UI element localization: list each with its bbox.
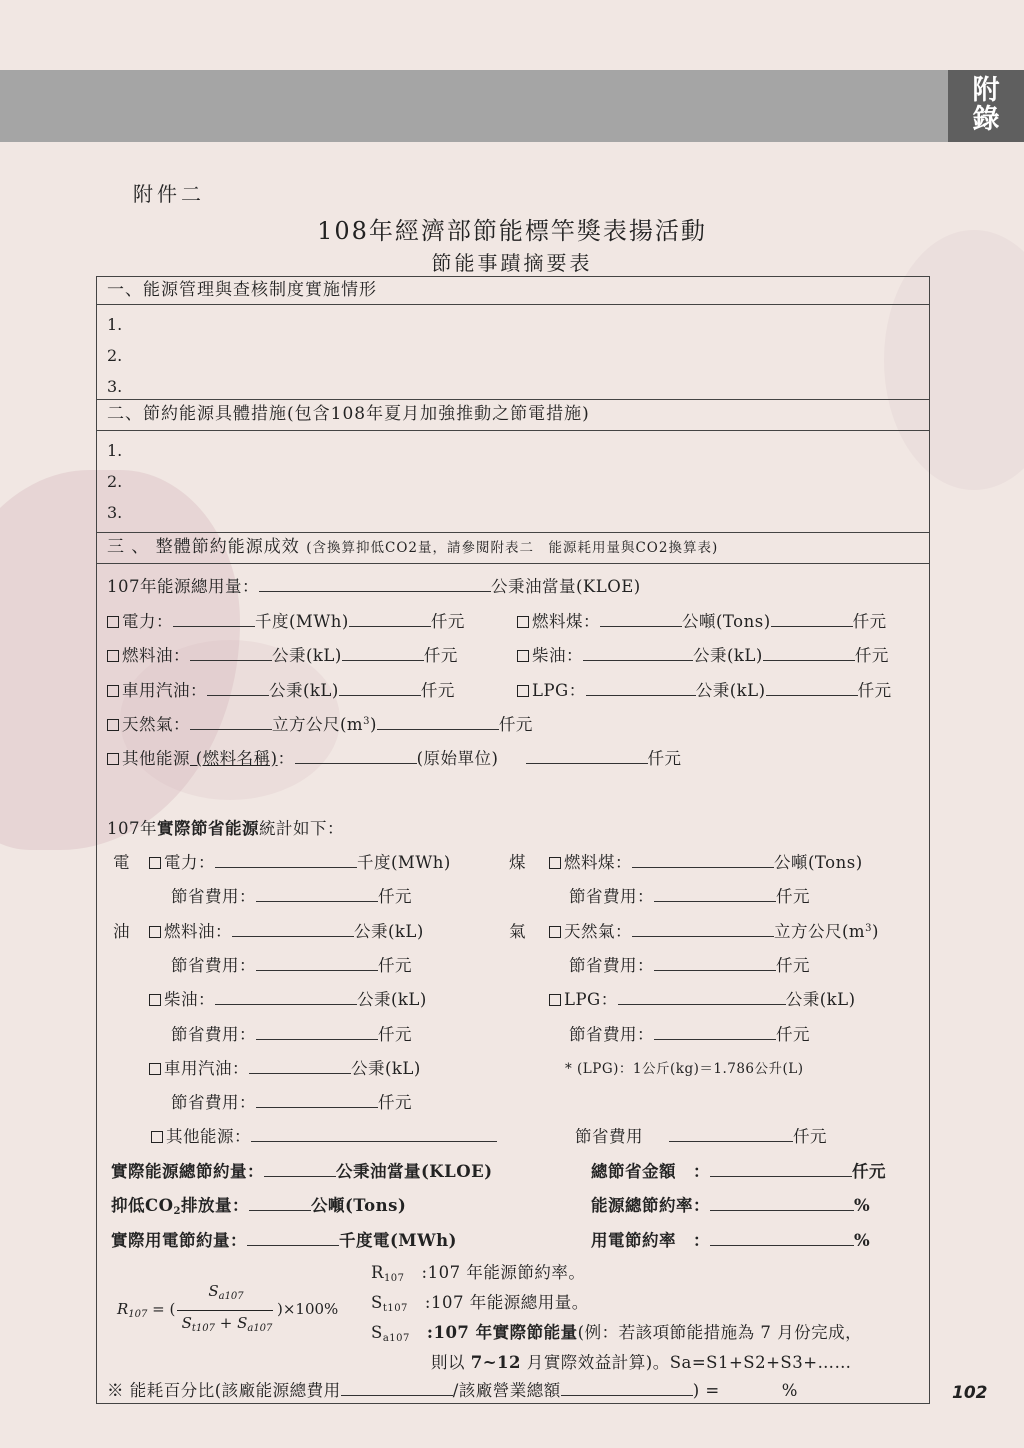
- saving-elec-checkbox[interactable]: [149, 857, 161, 869]
- elec-saving-field[interactable]: [247, 1230, 339, 1246]
- co2-reduction-field[interactable]: [249, 1195, 311, 1211]
- formula-symbol: R: [117, 1300, 129, 1318]
- saving-other-row: [151, 1123, 497, 1147]
- kl-unit: 公秉(kL): [693, 646, 763, 665]
- coal-amount-field[interactable]: [600, 611, 682, 627]
- formula-symbol: S: [181, 1314, 192, 1332]
- diesel-amount-field[interactable]: [583, 645, 693, 661]
- elec-saving-row: [111, 1227, 457, 1251]
- saving-rate-formula: [117, 1282, 347, 1342]
- saving-coal-cost-field[interactable]: [654, 886, 776, 902]
- def-subscript: a107: [382, 1333, 410, 1344]
- kilo-unit: 仟元: [423, 646, 458, 665]
- saving-coal-row: [549, 849, 863, 873]
- elec-amount-field[interactable]: [173, 611, 255, 627]
- saving-lpg-checkbox[interactable]: [549, 994, 561, 1006]
- total-usage-row: [107, 573, 641, 597]
- section2-heading: 二、節約能源具體措施(包含108年夏月加強推動之節電措施): [97, 399, 929, 431]
- def-text: :107 年能源節約率。: [421, 1263, 586, 1282]
- gas-checkbox[interactable]: [107, 719, 119, 731]
- kl-unit: 公秉(kL): [354, 922, 424, 941]
- saving-cost-label: 節省費用：: [171, 887, 256, 906]
- saving-diesel-label: 柴油：: [164, 990, 215, 1009]
- saving-diesel-cost-field[interactable]: [256, 1024, 378, 1040]
- def-text: 則以: [431, 1353, 471, 1372]
- def-symbol: S: [371, 1293, 383, 1312]
- def-symbol: R: [371, 1263, 384, 1282]
- kilo-unit: 仟元: [857, 681, 892, 700]
- formula-equals: = (: [147, 1300, 176, 1318]
- gasoline-amount-field[interactable]: [207, 680, 269, 696]
- appendix-tab-char: 附: [972, 75, 1000, 106]
- kl-unit: 公秉(kL): [785, 990, 856, 1009]
- saving-gasoline-checkbox[interactable]: [149, 1063, 161, 1075]
- kilo-unit: 仟元: [854, 646, 889, 665]
- kilo-unit: 仟元: [378, 956, 412, 975]
- usage-coal-row: [517, 608, 887, 632]
- other-fuel-name: (燃料名稱): [190, 749, 278, 768]
- total-money-field[interactable]: [710, 1161, 852, 1177]
- kl-unit: 公秉(kL): [357, 990, 427, 1009]
- kilo-unit: 仟元: [852, 612, 887, 631]
- saving-cost-label: 節省費用：: [569, 956, 654, 975]
- saving-lpg-row: [549, 986, 856, 1010]
- saving-fueloil-field[interactable]: [232, 921, 354, 937]
- saving-coal-label: 燃料煤：: [564, 853, 632, 872]
- list-item: 1.: [107, 441, 123, 460]
- total-money-row: [591, 1158, 886, 1182]
- gas-unit: 立方公尺(m: [272, 715, 364, 734]
- kl-unit: 公秉(kL): [695, 681, 766, 700]
- saving-gasoline-row: [149, 1055, 421, 1079]
- saving-lpg-field[interactable]: [618, 989, 786, 1005]
- saving-gas-cost-row: [569, 952, 810, 976]
- saving-other-field[interactable]: [251, 1126, 497, 1142]
- page-number: 102: [952, 1383, 988, 1403]
- saving-coal-unit: 公噸(Tons): [774, 853, 863, 872]
- total-rate-field[interactable]: [710, 1195, 854, 1211]
- total-rate-row: [591, 1192, 870, 1216]
- saving-gasoline-cost-field[interactable]: [256, 1092, 378, 1108]
- kilo-unit: 仟元: [776, 887, 810, 906]
- lpg-conversion-note: * (LPG)：1公斤(kg)＝1.786公升(L): [565, 1061, 804, 1077]
- saving-lpg-cost-row: [569, 1021, 810, 1045]
- saving-fueloil-cost-field[interactable]: [256, 955, 378, 971]
- formula-subscript: t107: [191, 1323, 215, 1334]
- total-saving-field[interactable]: [264, 1161, 336, 1177]
- def-sa-row: [371, 1319, 862, 1344]
- kilo-unit: 仟元: [378, 1093, 412, 1112]
- savings-intro-year: 107年: [107, 819, 157, 838]
- saving-gasoline-label: 車用汽油：: [164, 1059, 249, 1078]
- kl-unit: 公秉(kL): [269, 681, 339, 700]
- category-coal: 煤: [509, 853, 526, 872]
- other-amount-field[interactable]: [295, 748, 417, 764]
- co2-reduction-row: 抑低$CO_2$排放量： 公噸(Tons): [111, 1196, 407, 1217]
- lpg-checkbox[interactable]: [517, 685, 529, 697]
- def-text: (例：若該項節能措施為 7 月份完成，: [577, 1323, 863, 1342]
- kilo-unit: 仟元: [420, 681, 455, 700]
- saving-cost-label: 節省費用：: [171, 1025, 256, 1044]
- elec-rate-label: 用電節約率 ：: [591, 1231, 710, 1250]
- saving-elec-field[interactable]: [215, 852, 357, 868]
- saving-diesel-row: [149, 986, 427, 1010]
- saving-fueloil-checkbox[interactable]: [149, 926, 161, 938]
- saving-diesel-cost-row: [171, 1021, 412, 1045]
- kilo-unit: 仟元: [776, 1025, 810, 1044]
- co2-label: 抑低CO: [111, 1196, 174, 1215]
- formula-subscript: a107: [218, 1291, 244, 1302]
- formula-symbol: S: [237, 1314, 248, 1332]
- saving-coal-checkbox[interactable]: [549, 857, 561, 869]
- saving-elec-unit: 千度(MWh): [357, 853, 451, 872]
- note-mark: ※: [107, 1381, 124, 1400]
- total-saving-row: [111, 1158, 493, 1182]
- saving-gasoline-field[interactable]: [249, 1058, 351, 1074]
- kilo-unit: 仟元: [498, 715, 533, 734]
- section1-heading: 一、能源管理與查核制度實施情形: [97, 277, 929, 305]
- co2-label-tail: 排放量：: [180, 1196, 249, 1215]
- savings-intro-bold: 實際節省能源: [157, 819, 259, 838]
- coal-unit: 公噸(Tons): [682, 612, 771, 631]
- note-text: ) =: [692, 1381, 720, 1400]
- saving-diesel-checkbox[interactable]: [149, 994, 161, 1006]
- kilo-unit: 仟元: [378, 887, 412, 906]
- usage-gas-row: 天然氣： 立方公尺$(m^3)$ 仟元: [107, 711, 533, 735]
- diesel-label: 柴油：: [532, 646, 583, 665]
- lpg-cost-field[interactable]: [766, 680, 858, 696]
- total-usage-label: 107年能源總用量：: [107, 577, 259, 596]
- other-original-unit: (原始單位): [416, 749, 499, 768]
- section3-heading-note: (含換算抑低CO2量，請參閱附表二 能源耗用量與CO2換算表): [306, 540, 719, 556]
- def-st-row: [371, 1289, 589, 1314]
- usage-gasoline-row: [107, 677, 455, 701]
- saving-other-cost-row: [575, 1123, 827, 1147]
- total-usage-field[interactable]: [259, 576, 491, 592]
- saving-lpg-label: LPG：: [564, 990, 618, 1009]
- energy-cost-field[interactable]: [341, 1380, 453, 1396]
- kilo-unit: 仟元: [793, 1127, 827, 1146]
- list-item: 2.: [107, 346, 123, 365]
- gasoline-checkbox[interactable]: [107, 685, 119, 697]
- fueloil-amount-field[interactable]: [190, 645, 272, 661]
- other-label: 其他能源: [122, 749, 190, 768]
- coal-cost-field[interactable]: [771, 611, 853, 627]
- attachment-label: 附件二: [133, 182, 205, 206]
- kl-unit: 公秉(kL): [351, 1059, 421, 1078]
- total-money-unit: 仟元: [852, 1162, 886, 1181]
- saving-other-label: 其他能源：: [166, 1127, 251, 1146]
- saving-coal-field[interactable]: [632, 852, 774, 868]
- page-subtitle: 節能事蹟摘要表: [431, 251, 593, 275]
- percent-unit: %: [854, 1196, 871, 1215]
- saving-fueloil-row: [149, 918, 424, 942]
- def-text: 月實際效益計算)。Sa=S1+S2+S3+……: [521, 1353, 852, 1372]
- usage-other-row: 其他能源 (燃料名稱)： (原始單位) 仟元: [107, 745, 682, 769]
- lpg-amount-field[interactable]: [586, 680, 696, 696]
- elec-checkbox[interactable]: [107, 616, 119, 628]
- elec-saving-unit: 千度電(MWh): [339, 1231, 457, 1250]
- list-item: 2.: [107, 472, 123, 491]
- total-money-label: 總節省金額 ：: [591, 1162, 710, 1181]
- gas-label: 天然氣：: [122, 715, 190, 734]
- co2-unit: 公噸(Tons): [310, 1196, 407, 1215]
- category-elec: 電: [113, 853, 130, 872]
- fueloil-checkbox[interactable]: [107, 650, 119, 662]
- saving-fueloil-cost-row: [171, 952, 412, 976]
- saving-gasoline-cost-row: [171, 1089, 412, 1113]
- saving-gas-field[interactable]: [632, 921, 774, 937]
- usage-fueloil-row: [107, 642, 458, 666]
- saving-gas-label: 天然氣：: [564, 922, 632, 941]
- def-text: :107 年能源總用量。: [424, 1293, 589, 1312]
- total-saving-label: 實際能源總節約量：: [111, 1162, 264, 1181]
- usage-lpg-row: [517, 677, 892, 701]
- percent-unit: %: [781, 1381, 798, 1400]
- elec-saving-label: 實際用電節約量：: [111, 1231, 247, 1250]
- def-text-bold: 7~12: [470, 1353, 522, 1372]
- summary-form: [96, 276, 930, 1404]
- total-rate-label: 能源總節約率：: [591, 1196, 710, 1215]
- category-gas: 氣: [509, 922, 526, 941]
- formula-symbol: S: [208, 1282, 219, 1300]
- saving-elec-label: 電力：: [164, 853, 215, 872]
- saving-coal-cost-row: [569, 883, 810, 907]
- saving-other-cost-field[interactable]: [669, 1126, 793, 1142]
- elec-cost-field[interactable]: [349, 611, 431, 627]
- formula-subscript: 107: [128, 1309, 148, 1320]
- kilo-unit: 仟元: [430, 612, 465, 631]
- kilo-unit: 仟元: [776, 956, 810, 975]
- list-item: 1.: [107, 315, 123, 334]
- other-checkbox[interactable]: [107, 753, 119, 765]
- def-text-bold: :107 年實際節能量: [426, 1323, 578, 1342]
- saving-gas-row: 天然氣： 立方公尺$(m^3)$: [549, 918, 879, 942]
- elec-unit: 千度(MWh): [255, 612, 349, 631]
- saving-gas-cost-field[interactable]: [654, 955, 776, 971]
- def-r-row: [371, 1259, 585, 1284]
- elec-label: 電力：: [122, 612, 173, 631]
- lpg-label: LPG：: [532, 681, 586, 700]
- total-usage-unit: 公秉油當量(KLOE): [491, 577, 641, 596]
- usage-diesel-row: [517, 642, 889, 666]
- def-subscript: t107: [382, 1303, 408, 1314]
- appendix-tab: [948, 70, 1024, 142]
- saving-diesel-field[interactable]: [215, 989, 357, 1005]
- def-symbol: S: [371, 1323, 383, 1342]
- list-item: 3.: [107, 503, 123, 522]
- page-title: 108年經濟部節能標竿獎表揚活動: [317, 217, 707, 245]
- saving-lpg-cost-field[interactable]: [654, 1024, 776, 1040]
- fueloil-label: 燃料油：: [122, 646, 190, 665]
- saving-elec-cost-row: [171, 883, 412, 907]
- total-saving-unit: 公秉油當量(KLOE): [336, 1162, 493, 1181]
- kilo-unit: 仟元: [647, 749, 682, 768]
- percent-unit: %: [854, 1231, 871, 1250]
- formula-plus: +: [214, 1314, 238, 1332]
- saving-other-cost-label: 節省費用: [575, 1127, 643, 1146]
- usage-elec-row: [107, 608, 465, 632]
- def-sa-row2: [431, 1349, 852, 1373]
- savings-intro: [107, 815, 344, 839]
- energy-ratio-row: [107, 1377, 798, 1401]
- saving-fueloil-label: 燃料油：: [164, 922, 232, 941]
- elec-rate-field[interactable]: [710, 1230, 854, 1246]
- formula-subscript: a107: [247, 1323, 273, 1334]
- kl-unit: 公秉(kL): [272, 646, 342, 665]
- saving-cost-label: 節省費用：: [569, 887, 654, 906]
- revenue-field[interactable]: [561, 1380, 693, 1396]
- fraction-bar: [177, 1310, 273, 1311]
- saving-cost-label: 節省費用：: [569, 1025, 654, 1044]
- saving-gas-checkbox[interactable]: [549, 926, 561, 938]
- savings-intro-tail: 統計如下：: [259, 819, 344, 838]
- gas-amount-field[interactable]: [190, 714, 272, 730]
- section3-heading-main: 三 、 整體節約能源成效: [107, 537, 300, 557]
- section3-heading: [97, 532, 929, 564]
- elec-rate-row: [591, 1227, 870, 1251]
- def-subscript: 107: [383, 1273, 405, 1284]
- formula-tail: )×100%: [277, 1300, 339, 1318]
- appendix-tab-char: 錄: [972, 104, 1000, 135]
- saving-elec-row: [149, 849, 451, 873]
- saving-cost-label: 節省費用：: [171, 1093, 256, 1112]
- list-item: 3.: [107, 377, 123, 396]
- diesel-cost-field[interactable]: [763, 645, 855, 661]
- gasoline-label: 車用汽油：: [122, 681, 207, 700]
- header-band: [0, 70, 948, 142]
- coal-label: 燃料煤：: [532, 612, 600, 631]
- saving-other-checkbox[interactable]: [151, 1131, 163, 1143]
- note-text: 能耗百分比(該廠能源總費用: [129, 1381, 341, 1400]
- category-oil: 油: [113, 922, 130, 941]
- fueloil-cost-field[interactable]: [342, 645, 424, 661]
- saving-cost-label: 節省費用：: [171, 956, 256, 975]
- diesel-checkbox[interactable]: [517, 650, 529, 662]
- saving-gas-unit: 立方公尺(m: [774, 922, 866, 941]
- kilo-unit: 仟元: [378, 1025, 412, 1044]
- other-cost-field[interactable]: [526, 748, 648, 764]
- note-text: /該廠營業總額: [452, 1381, 561, 1400]
- saving-elec-cost-field[interactable]: [256, 886, 378, 902]
- coal-checkbox[interactable]: [517, 616, 529, 628]
- gasoline-cost-field[interactable]: [339, 680, 421, 696]
- gas-cost-field[interactable]: [377, 714, 499, 730]
